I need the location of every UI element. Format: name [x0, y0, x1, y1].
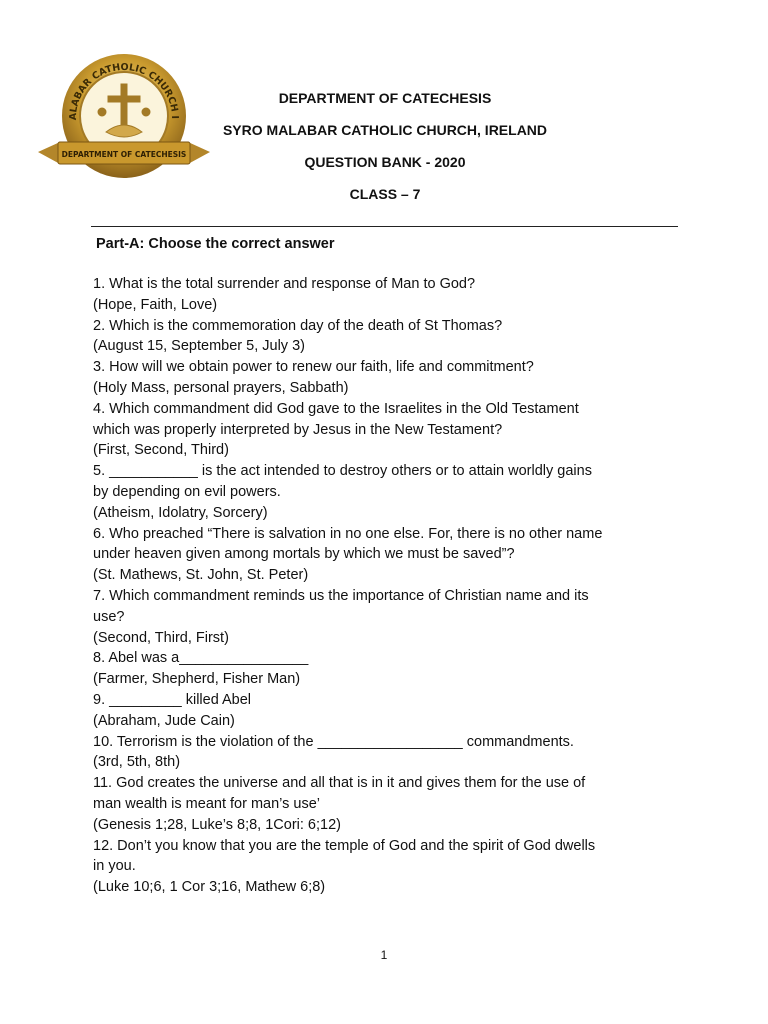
question-line: in you.	[93, 858, 136, 875]
question-line: 9. _________ killed Abel	[93, 691, 252, 708]
question-line: (Farmer, Shepherd, Fisher Man)	[93, 671, 301, 688]
question-line: (First, Second, Third)	[93, 442, 229, 459]
question-line: man wealth is meant for man’s use’	[93, 795, 321, 812]
question-line: (Atheism, Idolatry, Sorcery)	[93, 504, 268, 521]
question-line: 6. Who preached “There is salvation in no one else. For, there is no other name	[93, 525, 603, 542]
question-line: (3rd, 5th, 8th)	[93, 754, 181, 771]
logo-ring-text: ALABAR CATHOLIC CHURCH I	[67, 61, 181, 121]
question-line: (Holy Mass, personal prayers, Sabbath)	[93, 379, 349, 396]
question-line: (August 15, September 5, July 3)	[93, 338, 305, 355]
question-line: (Abraham, Jude Cain)	[93, 712, 235, 729]
question-line: 12. Don’t you know that you are the temple of God and the spirit of God dwells	[93, 837, 596, 854]
question-line: 5. ___________ is the act intended to destroy others or to attain worldly gains	[93, 463, 592, 480]
question-line: 2. Which is the commemoration day of the death of St Thomas?	[93, 317, 503, 334]
question-line: 4. Which commandment did God gave to the Israelites in the Old Testament	[93, 400, 579, 417]
header-department: DEPARTMENT OF CATECHESIS	[278, 90, 492, 106]
header-class: CLASS – 7	[349, 186, 421, 202]
question-line: 11. God creates the universe and all that is in it and gives them for the use of	[93, 775, 586, 792]
question-line: 1. What is the total surrender and response of Man to God?	[93, 276, 476, 292]
header-church: SYRO MALABAR CATHOLIC CHURCH, IRELAND	[222, 122, 548, 138]
catechesis-logo	[36, 52, 212, 184]
logo-banner-text: DEPARTMENT OF CATECHESIS	[61, 150, 187, 159]
page-number: 1	[380, 948, 388, 962]
question-line: (St. Mathews, St. John, St. Peter)	[93, 567, 309, 584]
question-line: 3. How will we obtain power to renew our faith, life and commitment?	[93, 359, 534, 376]
question-list	[93, 274, 693, 898]
question-line: under heaven given among mortals by which we must be saved”?	[93, 546, 515, 563]
header-question-bank: QUESTION BANK - 2020	[304, 154, 466, 170]
question-line: 8. Abel was a________________	[93, 650, 309, 667]
header-divider	[91, 226, 678, 227]
question-line: (Genesis 1;28, Luke’s 8;8, 1Cori: 6;12)	[93, 816, 341, 833]
question-line: (Luke 10;6, 1 Cor 3;16, Mathew 6;8)	[93, 879, 326, 896]
question-line: by depending on evil powers.	[93, 483, 281, 500]
question-line: (Second, Third, First)	[93, 629, 229, 646]
question-line: 7. Which commandment reminds us the importance of Christian name and its	[93, 587, 589, 604]
question-line: (Hope, Faith, Love)	[93, 296, 218, 313]
question-line: use?	[93, 608, 125, 625]
question-line: which was properly interpreted by Jesus in the New Testament?	[93, 421, 503, 438]
document-header	[190, 88, 580, 216]
section-title: Part-A: Choose the correct answer	[96, 236, 335, 252]
question-line: 10. Terrorism is the violation of the __________________ commandments.	[93, 733, 574, 750]
